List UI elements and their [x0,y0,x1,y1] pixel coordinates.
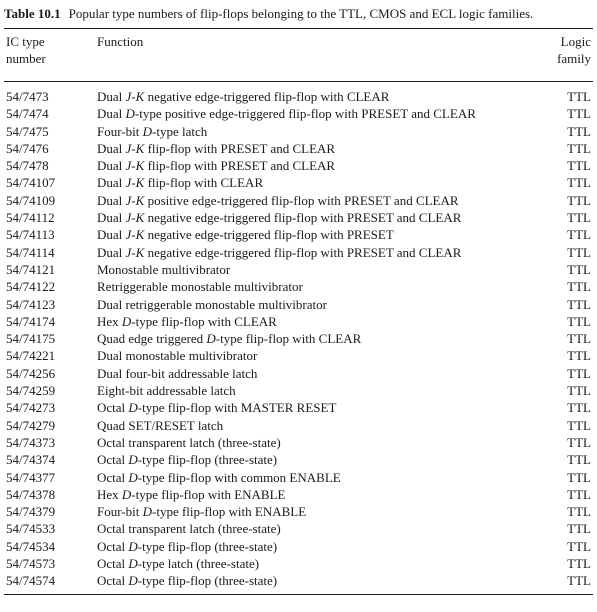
table-header [4,29,593,81]
cell-logic-family: TTL [567,106,591,122]
table-row [4,278,593,295]
cell-function: Dual J-K negative edge-triggered flip-flop with PRESET and CLEAR [97,210,462,226]
cell-ic-type: 54/74573 [6,556,56,572]
table-row [4,399,593,416]
table-row [4,520,593,537]
cell-ic-type: 54/74123 [6,296,56,312]
cell-function: Dual J-K flip-flop with CLEAR [97,175,264,191]
cell-function: Octal D-type flip-flop (three-state) [97,573,278,589]
cell-ic-type: 54/74259 [6,383,56,399]
cell-function: Quad SET/RESET latch [97,417,224,433]
cell-function: Octal D-type flip-flop with common ENABLE [97,469,341,485]
cell-ic-type: 54/74174 [6,313,56,329]
cell-logic-family: TTL [567,244,591,260]
table-row [4,244,593,261]
cell-function: Dual J-K negative edge-triggered flip-flop with PRESET [97,227,394,243]
cell-function: Four-bit D-type latch [97,123,208,139]
cell-ic-type: 54/74221 [6,348,56,364]
cell-ic-type: 54/74279 [6,417,56,433]
cell-ic-type: 54/74374 [6,452,56,468]
table-body [4,82,593,594]
cell-ic-type: 54/74122 [6,279,56,295]
cell-function: Hex D-type flip-flop with ENABLE [97,486,286,502]
table-row [4,555,593,572]
cell-logic-family: TTL [567,210,591,226]
table-row [4,382,593,399]
cell-function: Retriggerable monostable multivibrator [97,279,303,295]
table-row [4,209,593,226]
cell-function: Octal transparent latch (three-state) [97,521,281,537]
table-row [4,538,593,555]
cell-ic-type: 54/74533 [6,521,56,537]
table-row [4,261,593,278]
cell-logic-family: TTL [567,348,591,364]
cell-function: Eight-bit addressable latch [97,383,236,399]
cell-ic-type: 54/7476 [6,140,49,156]
table-caption [4,0,593,22]
cell-logic-family: TTL [567,227,591,243]
table-row [4,451,593,468]
cell-ic-type: 54/7474 [6,106,49,122]
header-ic-type: IC type number [6,34,46,66]
table-row [4,157,593,174]
cell-logic-family: TTL [567,486,591,502]
cell-function: Octal D-type flip-flop with MASTER RESET [97,400,337,416]
cell-function: Dual J-K negative edge-triggered flip-flop with PRESET and CLEAR [97,244,462,260]
cell-function: Dual monostable multivibrator [97,348,258,364]
cell-logic-family: TTL [567,313,591,329]
cell-function: Octal D-type flip-flop (three-state) [97,538,278,554]
cell-logic-family: TTL [567,296,591,312]
cell-function: Dual J-K flip-flop with PRESET and CLEAR [97,140,336,156]
header-function: Function [97,34,144,49]
cell-logic-family: TTL [567,192,591,208]
cell-function: Dual J-K negative edge-triggered flip-flop with CLEAR [97,89,390,104]
cell-logic-family: TTL [567,469,591,485]
cell-ic-type: 54/74112 [6,210,55,226]
table-row [4,123,593,140]
table-row [4,330,593,347]
cell-ic-type: 54/74113 [6,227,55,243]
cell-logic-family: TTL [567,573,591,589]
cell-ic-type: 54/74175 [6,331,56,347]
table-row [4,105,593,122]
table-row [4,88,593,105]
cell-logic-family: TTL [567,158,591,174]
cell-ic-type: 54/74114 [6,244,55,260]
cell-ic-type: 54/74574 [6,573,56,589]
cell-logic-family: TTL [567,123,591,139]
table-row [4,140,593,157]
cell-logic-family: TTL [567,400,591,416]
cell-logic-family: TTL [567,175,591,191]
cell-ic-type: 54/74534 [6,538,56,554]
cell-logic-family: TTL [567,504,591,520]
cell-ic-type: 54/7478 [6,158,49,174]
cell-function: Octal transparent latch (three-state) [97,434,281,450]
cell-logic-family: TTL [567,365,591,381]
cell-logic-family: TTL [567,261,591,277]
table-row [4,365,593,382]
cell-logic-family: TTL [567,89,591,104]
table-row [4,192,593,209]
table-row [4,572,593,589]
cell-function: Dual J-K positive edge-triggered flip-flop with PRESET and CLEAR [97,192,459,208]
cell-function: Dual four-bit addressable latch [97,365,258,381]
cell-function: Dual retriggerable monostable multivibrator [97,296,327,312]
cell-ic-type: 54/74256 [6,365,56,381]
table-label: Table 10.1 [4,6,61,21]
cell-logic-family: TTL [567,140,591,156]
cell-ic-type: 54/74377 [6,469,56,485]
table-caption-text: Popular type numbers of flip-flops belonging to the TTL, CMOS and ECL logic families. [68,6,534,21]
table-row [4,313,593,330]
cell-ic-type: 54/74379 [6,504,56,520]
cell-function: Dual J-K flip-flop with PRESET and CLEAR [97,158,336,174]
table-row [4,296,593,313]
cell-function: Four-bit D-type flip-flop with ENABLE [97,504,307,520]
cell-logic-family: TTL [567,452,591,468]
cell-function: Monostable multivibrator [97,261,231,277]
cell-ic-type: 54/7473 [6,89,49,104]
table-row [4,417,593,434]
table-row [4,434,593,451]
table-row [4,347,593,364]
cell-ic-type: 54/74107 [6,175,56,191]
cell-logic-family: TTL [567,521,591,537]
cell-logic-family: TTL [567,331,591,347]
cell-ic-type: 54/74109 [6,192,56,208]
cell-function: Octal D-type flip-flop (three-state) [97,452,278,468]
cell-function: Octal D-type latch (three-state) [97,556,260,572]
table-row [4,226,593,243]
cell-ic-type: 54/74273 [6,400,56,416]
cell-logic-family: TTL [567,383,591,399]
table-row [4,486,593,503]
table-row [4,469,593,486]
cell-logic-family: TTL [567,538,591,554]
cell-function: Dual D-type positive edge-triggered flip-flop with PRESET and CLEAR [97,106,476,122]
table-row [4,503,593,520]
cell-function: Hex D-type flip-flop with CLEAR [97,313,277,329]
cell-ic-type: 54/7475 [6,123,49,139]
header-logic-family: Logic family [557,34,591,66]
cell-ic-type: 54/74378 [6,486,56,502]
cell-logic-family: TTL [567,434,591,450]
cell-ic-type: 54/74121 [6,261,56,277]
cell-logic-family: TTL [567,556,591,572]
cell-ic-type: 54/74373 [6,434,56,450]
table-row [4,174,593,191]
cell-function: Quad edge triggered D-type flip-flop with CLEAR [97,331,362,347]
cell-logic-family: TTL [567,417,591,433]
bottom-rule [4,594,593,595]
cell-logic-family: TTL [567,279,591,295]
